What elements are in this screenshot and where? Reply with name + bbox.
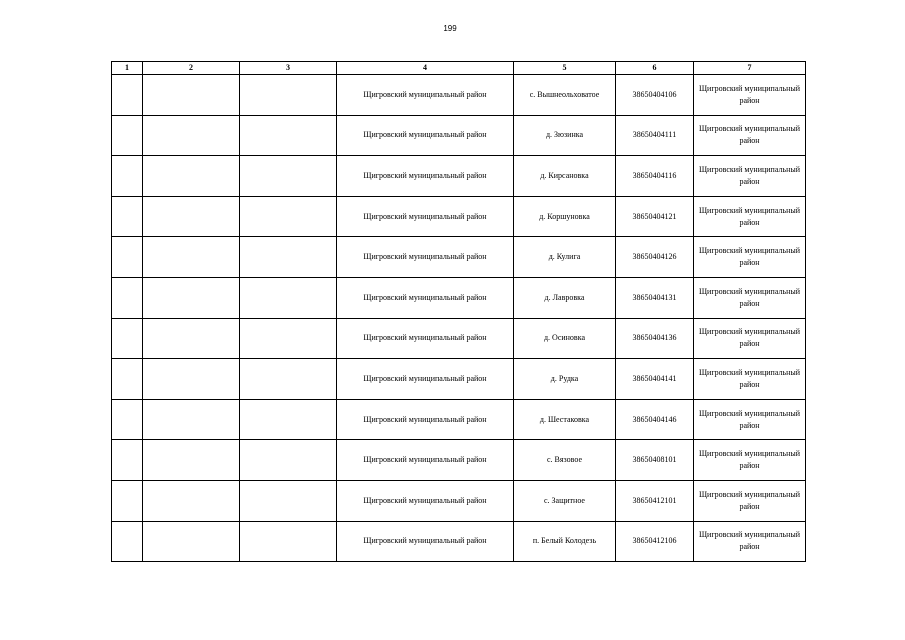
col-3-cell — [240, 115, 337, 156]
district-cell: Щигровский муниципальный район — [337, 440, 514, 481]
table-row — [112, 318, 806, 359]
municipality-cell: Щигровский муниципальный район — [694, 521, 806, 562]
settlement-cell: с. Защитное — [514, 480, 616, 521]
settlement-cell: п. Белый Колодезь — [514, 521, 616, 562]
municipality-cell: Щигровский муниципальный район — [694, 440, 806, 481]
district-cell: Щигровский муниципальный район — [337, 399, 514, 440]
table-row — [112, 399, 806, 440]
settlement-cell: д. Кулига — [514, 237, 616, 278]
table-row — [112, 237, 806, 278]
col-1-cell — [112, 440, 143, 481]
col-2-cell — [143, 156, 240, 197]
column-header-3: 3 — [240, 62, 337, 75]
municipality-cell: Щигровский муниципальный район — [694, 399, 806, 440]
table-row — [112, 440, 806, 481]
settlement-cell: д. Кирсановка — [514, 156, 616, 197]
municipality-cell: Щигровский муниципальный район — [694, 480, 806, 521]
col-3-cell — [240, 359, 337, 400]
table-row — [112, 196, 806, 237]
oktmo-code-cell: 38650408101 — [616, 440, 694, 481]
col-2-cell — [143, 237, 240, 278]
col-3-cell — [240, 196, 337, 237]
col-2-cell — [143, 521, 240, 562]
col-1-cell — [112, 115, 143, 156]
oktmo-code-cell: 38650404136 — [616, 318, 694, 359]
settlement-cell: с. Вышнеольховатое — [514, 75, 616, 116]
col-2-cell — [143, 115, 240, 156]
col-3-cell — [240, 399, 337, 440]
table-body — [112, 75, 806, 562]
oktmo-code-cell: 38650412106 — [616, 521, 694, 562]
column-header-4: 4 — [337, 62, 514, 75]
oktmo-code-cell: 38650404131 — [616, 277, 694, 318]
header-row — [112, 62, 806, 75]
oktmo-code-cell: 38650404116 — [616, 156, 694, 197]
table-row — [112, 359, 806, 400]
column-header-1: 1 — [112, 62, 143, 75]
district-cell: Щигровский муниципальный район — [337, 277, 514, 318]
district-cell: Щигровский муниципальный район — [337, 359, 514, 400]
col-3-cell — [240, 521, 337, 562]
table-header — [112, 62, 806, 75]
col-3-cell — [240, 75, 337, 116]
col-3-cell — [240, 480, 337, 521]
table-row — [112, 115, 806, 156]
municipality-cell: Щигровский муниципальный район — [694, 156, 806, 197]
col-3-cell — [240, 277, 337, 318]
district-cell: Щигровский муниципальный район — [337, 115, 514, 156]
table-row — [112, 521, 806, 562]
column-header-2: 2 — [143, 62, 240, 75]
col-2-cell — [143, 318, 240, 359]
municipality-cell: Щигровский муниципальный район — [694, 115, 806, 156]
municipality-cell: Щигровский муниципальный район — [694, 75, 806, 116]
oktmo-code-cell: 38650404121 — [616, 196, 694, 237]
district-cell: Щигровский муниципальный район — [337, 75, 514, 116]
col-3-cell — [240, 440, 337, 481]
settlement-cell: д. Осиновка — [514, 318, 616, 359]
column-header-5: 5 — [514, 62, 616, 75]
table-row — [112, 75, 806, 116]
settlement-cell: д. Лавровка — [514, 277, 616, 318]
district-cell: Щигровский муниципальный район — [337, 521, 514, 562]
col-2-cell — [143, 359, 240, 400]
column-header-7: 7 — [694, 62, 806, 75]
municipality-cell: Щигровский муниципальный район — [694, 237, 806, 278]
settlement-cell: д. Рудка — [514, 359, 616, 400]
col-1-cell — [112, 399, 143, 440]
oktmo-code-cell: 38650404126 — [616, 237, 694, 278]
table-row — [112, 156, 806, 197]
data-table — [111, 61, 806, 562]
col-1-cell — [112, 277, 143, 318]
district-cell: Щигровский муниципальный район — [337, 480, 514, 521]
col-2-cell — [143, 399, 240, 440]
col-2-cell — [143, 196, 240, 237]
municipality-cell: Щигровский муниципальный район — [694, 359, 806, 400]
district-cell: Щигровский муниципальный район — [337, 237, 514, 278]
col-3-cell — [240, 318, 337, 359]
municipality-cell: Щигровский муниципальный район — [694, 196, 806, 237]
col-1-cell — [112, 75, 143, 116]
settlement-cell: д. Коршуновка — [514, 196, 616, 237]
col-2-cell — [143, 480, 240, 521]
col-1-cell — [112, 359, 143, 400]
oktmo-code-cell: 38650404106 — [616, 75, 694, 116]
district-cell: Щигровский муниципальный район — [337, 196, 514, 237]
district-cell: Щигровский муниципальный район — [337, 318, 514, 359]
district-cell: Щигровский муниципальный район — [337, 156, 514, 197]
col-2-cell — [143, 75, 240, 116]
col-1-cell — [112, 318, 143, 359]
oktmo-code-cell: 38650404141 — [616, 359, 694, 400]
page-number: 199 — [443, 24, 457, 33]
table-row — [112, 277, 806, 318]
column-header-6: 6 — [616, 62, 694, 75]
col-2-cell — [143, 440, 240, 481]
oktmo-code-cell: 38650404146 — [616, 399, 694, 440]
col-3-cell — [240, 156, 337, 197]
col-2-cell — [143, 277, 240, 318]
settlement-cell: д. Зюзинка — [514, 115, 616, 156]
settlement-cell: с. Вязовое — [514, 440, 616, 481]
table-row — [112, 480, 806, 521]
col-1-cell — [112, 196, 143, 237]
oktmo-code-cell: 38650404111 — [616, 115, 694, 156]
col-1-cell — [112, 156, 143, 197]
col-1-cell — [112, 480, 143, 521]
municipality-cell: Щигровский муниципальный район — [694, 318, 806, 359]
settlement-cell: д. Шестаковка — [514, 399, 616, 440]
oktmo-code-cell: 38650412101 — [616, 480, 694, 521]
col-1-cell — [112, 521, 143, 562]
col-1-cell — [112, 237, 143, 278]
municipality-cell: Щигровский муниципальный район — [694, 277, 806, 318]
col-3-cell — [240, 237, 337, 278]
